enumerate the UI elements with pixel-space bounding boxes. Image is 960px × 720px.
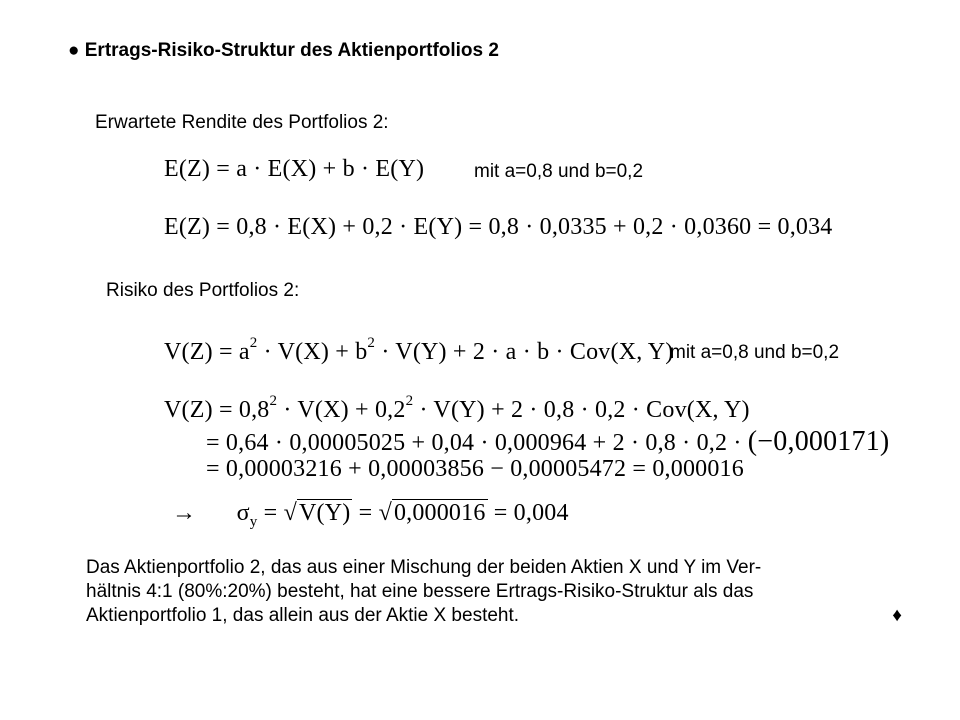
sqrt-value	[379, 500, 488, 527]
return-condition: mit a=0,8 und b=0,2	[474, 161, 644, 182]
sigma-subscript: y	[249, 513, 258, 530]
sqrt-icon: √	[378, 500, 392, 526]
return-formula-general: E(Z) = a · E(X) + b · E(Y)	[164, 156, 425, 182]
sqrt-variance-content: V(Y)	[298, 500, 351, 526]
sqrt-value-content: 0,000016	[393, 500, 486, 526]
exponent: 2	[269, 393, 278, 409]
sqrt-variance	[284, 500, 353, 527]
risk-condition: mit a=0,8 und b=0,2	[670, 342, 840, 363]
conclusion-line-text: Aktienportfolio 1, das allein aus der Aktie X besteht.	[86, 605, 520, 626]
risk-numeric-line3: = 0,00003216 + 0,00003856 − 0,00005472 = 0,000016	[206, 456, 744, 482]
risk-general-part2: · V(X) + b	[257, 339, 368, 365]
sigma-equals: =	[257, 500, 284, 526]
risk-section-label: Risiko des Portfolios 2:	[106, 280, 300, 301]
end-diamond-icon: ♦	[892, 605, 902, 626]
risk-line1-part3: · V(Y) + 2 · 0,8 · 0,2 · Cov(X, Y)	[413, 397, 750, 423]
return-section-label: Erwartete Rendite des Portfolios 2:	[95, 112, 389, 133]
exponent: 2	[367, 335, 376, 351]
risk-general-part3: · V(Y) + 2 · a · b · Cov(X, Y)	[375, 339, 674, 365]
conclusion-line: hältnis 4:1 (80%:20%) besteht, hat eine bessere Ertrags-Risiko-Struktur als das	[86, 581, 754, 602]
risk-numeric-line2	[206, 426, 889, 458]
risk-formula-general	[164, 335, 674, 366]
risk-line2-text: = 0,64 · 0,00005025 + 0,04 · 0,000964 + 2 · 0,8 · 0,2 ·	[206, 430, 748, 456]
sigma-result: = 0,004	[487, 500, 569, 526]
risk-line2-paren: (−0,000171)	[747, 426, 890, 457]
conclusion-paragraph	[86, 556, 906, 628]
arrow-icon: →	[172, 500, 197, 526]
risk-line1-part1: V(Z) = 0,8	[164, 397, 270, 423]
risk-numeric-line1	[164, 393, 750, 424]
sigma-line	[172, 500, 569, 531]
sigma-symbol: σ	[236, 500, 250, 526]
exponent: 2	[249, 335, 258, 351]
slide-heading: ● Ertrags-Risiko-Struktur des Aktienportfolios 2	[68, 40, 499, 61]
risk-general-part1: V(Z) = a	[164, 339, 250, 365]
sigma-equals: =	[352, 500, 379, 526]
risk-line1-part2: · V(X) + 0,2	[277, 397, 406, 423]
sqrt-icon: √	[283, 500, 297, 526]
conclusion-line	[86, 604, 906, 628]
conclusion-line: Das Aktienportfolio 2, das aus einer Mischung der beiden Aktien X und Y im Ver-	[86, 557, 762, 578]
return-formula-numeric: E(Z) = 0,8 · E(X) + 0,2 · E(Y) = 0,8 · 0,0335 + 0,2 · 0,0360 = 0,034	[164, 214, 833, 240]
exponent: 2	[405, 393, 414, 409]
